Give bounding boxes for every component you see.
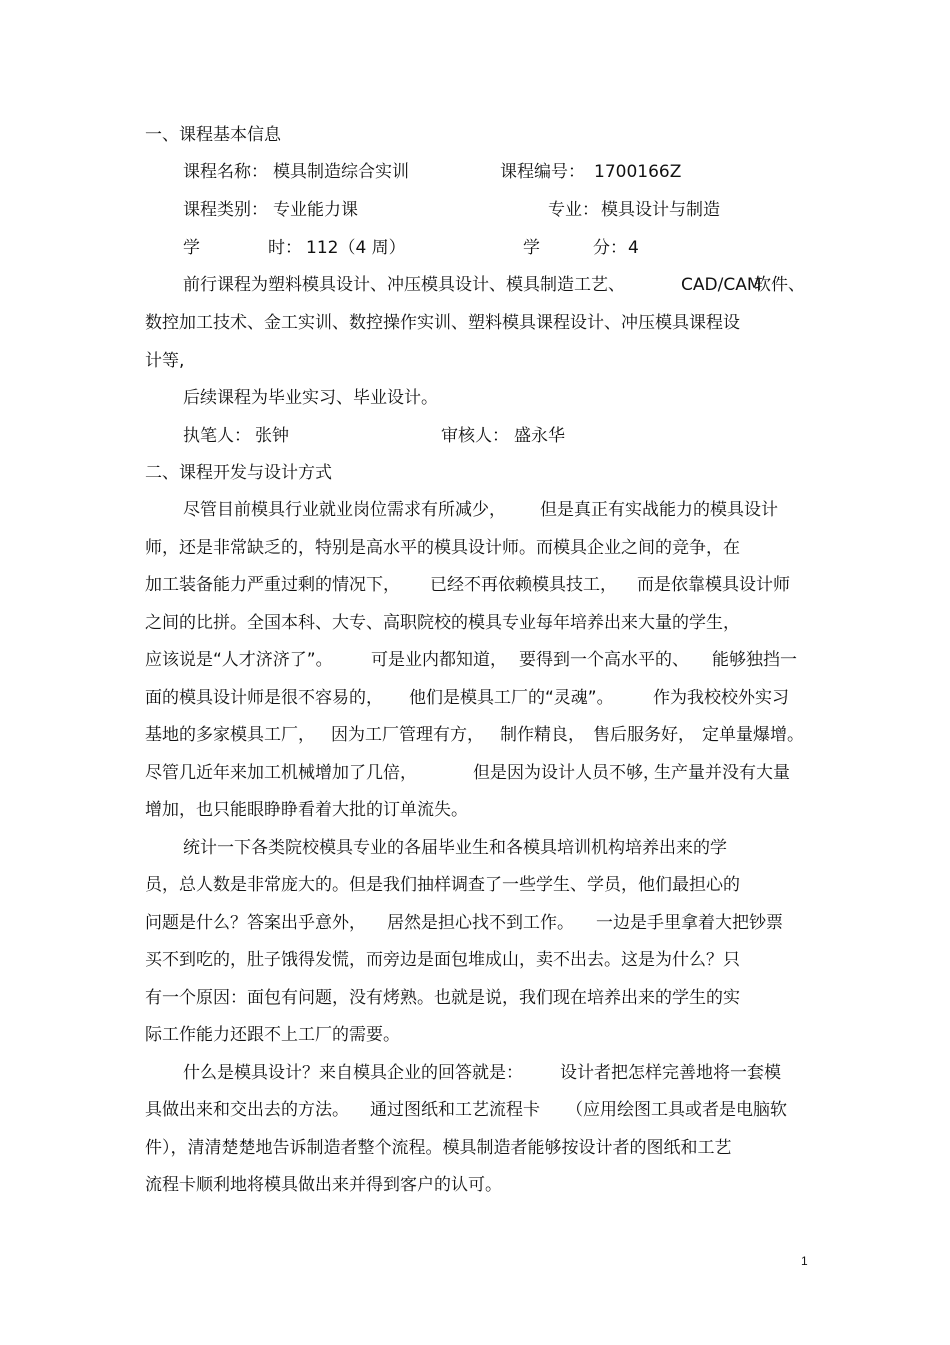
p1-text: 作为我校校外实习 <box>653 688 789 708</box>
section-1-heading: 一、课程基本信息 <box>145 125 281 145</box>
p2-text: 有一个原因：面包有问题，没有烤熟。也就是说，我们现在培养出来的学生的实 <box>145 988 740 1008</box>
p1-text: 师，还是非常缺乏的，特别是高水平的模具设计师。而模具企业之间的竞争，在 <box>145 538 740 558</box>
credits-label-char-2: 分： <box>593 238 627 258</box>
author-label: 执笔人： <box>183 426 251 446</box>
p1-text: 售后服务好， <box>593 725 695 745</box>
p1-text: 基地的多家模具工厂， <box>145 725 315 745</box>
course-type-label: 课程类别： <box>183 200 268 220</box>
p3-text: 流程卡顺利地将模具做出来并得到客户的认可。 <box>145 1175 502 1195</box>
p1-text: 可是业内都知道， <box>371 650 507 670</box>
course-name-label: 课程名称： <box>183 162 268 182</box>
p1-text: 要得到一个高水平的、 <box>519 650 689 670</box>
p2-text: 居然是担心找不到工作。 <box>387 913 574 933</box>
prerequisites-line-2: 数控加工技术、金工实训、数控操作实训、塑料模具课程设计、冲压模具课程设 <box>145 313 740 333</box>
major-label: 专业： <box>548 200 599 220</box>
p1-text: 面的模具设计师是很不容易的， <box>145 688 383 708</box>
p1-text: 尽管目前模具行业就业岗位需求有所减少， <box>183 500 506 520</box>
p1-text: 生产量并没有大量 <box>654 763 790 783</box>
course-code-value: 1700166Z <box>594 162 682 182</box>
p1-text: 但是真正有实战能力的模具设计 <box>540 500 778 520</box>
prerequisites-software: 软件、 <box>754 275 805 295</box>
p2-text: 员，总人数是非常庞大的。但是我们抽样调查了一些学生、学员，他们最担心的 <box>145 875 740 895</box>
p1-text: 因为工厂管理有方， <box>331 725 484 745</box>
reviewer-value: 盛永华 <box>514 426 565 446</box>
p1-text: 增加，也只能眼睁睁看着大批的订单流失。 <box>145 800 468 820</box>
p1-text: 尽管几近年来加工机械增加了几倍， <box>145 763 417 783</box>
hours-label-char-2: 时： <box>268 238 302 258</box>
p2-text: 买不到吃的，肚子饿得发慌，而旁边是面包堆成山，卖不出去。这是为什么？只 <box>145 950 740 970</box>
p1-text: 之间的比拼。全国本科、大专、高职院校的模具专业每年培养出来大量的学生， <box>145 613 740 633</box>
prerequisites-cad-cam: CAD/CAM <box>681 275 762 295</box>
reviewer-label: 审核人： <box>441 426 509 446</box>
hours-label-char-1: 学 <box>183 238 200 258</box>
p1-text: 他们是模具工厂的“灵魂”。 <box>409 688 614 708</box>
p1-text: 已经不再依赖模具技工， <box>430 575 617 595</box>
course-name-value: 模具制造综合实训 <box>273 162 409 182</box>
p3-text: 通过图纸和工艺流程卡 <box>370 1100 540 1120</box>
p1-text: 能够独挡一 <box>712 650 797 670</box>
p3-text: 什么是模具设计？来自模具企业的回答就是： <box>183 1063 523 1083</box>
hours-value: 112（4 周） <box>306 238 406 258</box>
p1-text: 但是因为设计人员不够， <box>473 763 660 783</box>
p1-text: 加工装备能力严重过剩的情况下， <box>145 575 400 595</box>
credits-value: 4 <box>628 238 639 258</box>
p2-text: 统计一下各类院校模具专业的各届毕业生和各模具培训机构培养出来的学 <box>183 838 727 858</box>
course-code-label: 课程编号： <box>500 162 585 182</box>
prerequisites-line-1: 前行课程为塑料模具设计、冲压模具设计、模具制造工艺、 <box>183 275 625 295</box>
followup-courses: 后续课程为毕业实习、毕业设计。 <box>183 388 438 408</box>
p2-text: 一边是手里拿着大把钞票 <box>596 913 783 933</box>
page-number: 1 <box>801 1254 808 1268</box>
p2-text: 问题是什么？答案出乎意外， <box>145 913 366 933</box>
p1-text: 而是依靠模具设计师 <box>637 575 790 595</box>
p1-text: 制作精良， <box>500 725 585 745</box>
major-value: 模具设计与制造 <box>601 200 720 220</box>
credits-label-char-1: 学 <box>523 238 540 258</box>
p1-text: 应该说是“人才济济了”。 <box>145 650 333 670</box>
prerequisites-line-3: 计等, <box>145 351 185 371</box>
course-type-value: 专业能力课 <box>273 200 358 220</box>
author-value: 张钟 <box>255 426 289 446</box>
p3-text: 件），清清楚楚地告诉制造者整个流程。模具制造者能够按设计者的图纸和工艺 <box>145 1138 732 1158</box>
p3-text: （应用绘图工具或者是电脑软 <box>566 1100 787 1120</box>
section-2-heading: 二、课程开发与设计方式 <box>145 463 332 483</box>
p2-text: 际工作能力还跟不上工厂的需要。 <box>145 1025 400 1045</box>
p3-text: 设计者把怎样完善地将一套模 <box>560 1063 781 1083</box>
p1-text: 定单量爆增。 <box>702 725 804 745</box>
p3-text: 具做出来和交出去的方法。 <box>145 1100 349 1120</box>
